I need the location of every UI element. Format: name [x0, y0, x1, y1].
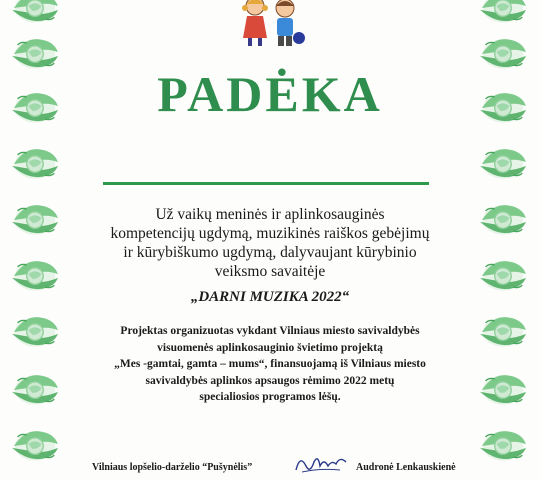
project-line: Projektas organizuotas vykdant Vilniaus miesto savivaldybės — [120, 325, 420, 337]
leaf-globe-icon — [6, 310, 64, 354]
body-line: veiksmo savaitėje — [214, 263, 326, 280]
signatory-name: Audronė Lenkauskienė — [356, 462, 456, 473]
leaf-globe-icon — [474, 310, 532, 354]
leaf-globe-icon — [474, 142, 532, 186]
handwritten-signature — [290, 448, 350, 478]
leaf-globe-icon — [474, 254, 532, 298]
body-line: Už vaikų meninės ir aplinkosauginės — [155, 206, 385, 223]
project-line: specialiosios programos lėšų. — [199, 391, 341, 403]
event-name: „DARNI MUZIKA 2022“ — [190, 289, 350, 305]
leaf-globe-icon — [474, 424, 532, 468]
leaf-globe-icon — [474, 0, 532, 30]
leaf-globe-icon — [6, 0, 64, 30]
leaf-globe-icon — [474, 198, 532, 242]
body-line: ir kūrybiškumo ugdymą, dalyvaujant kūrybinio — [123, 244, 417, 261]
leaf-globe-icon — [6, 254, 64, 298]
body-line: kompetencijų ugdymą, muzikinės raiškos gebėjimų — [110, 225, 430, 242]
leaf-globe-icon — [6, 142, 64, 186]
leaf-globe-icon — [6, 368, 64, 412]
issuer-name: Vilniaus lopšelio-darželio “Pušynėlis” — [92, 462, 253, 473]
leaf-globe-icon — [474, 368, 532, 412]
leaf-globe-icon — [6, 198, 64, 242]
leaf-globe-icon — [6, 424, 64, 468]
project-line: visuomenės aplinkosauginio švietimo projektą — [157, 341, 383, 354]
title-divider — [103, 182, 429, 185]
project-line: „Mes -gamtai, gamta – mums“, finansuojamą iš Vilniaus miesto — [114, 358, 426, 370]
certificate-title: PADĖKA — [157, 66, 383, 122]
certificate-body — [90, 205, 450, 281]
children-illustration — [233, 0, 309, 50]
project-description — [85, 323, 455, 406]
project-line: savivaldybės aplinkos apsaugos rėmimo 2022 metų — [145, 374, 395, 387]
